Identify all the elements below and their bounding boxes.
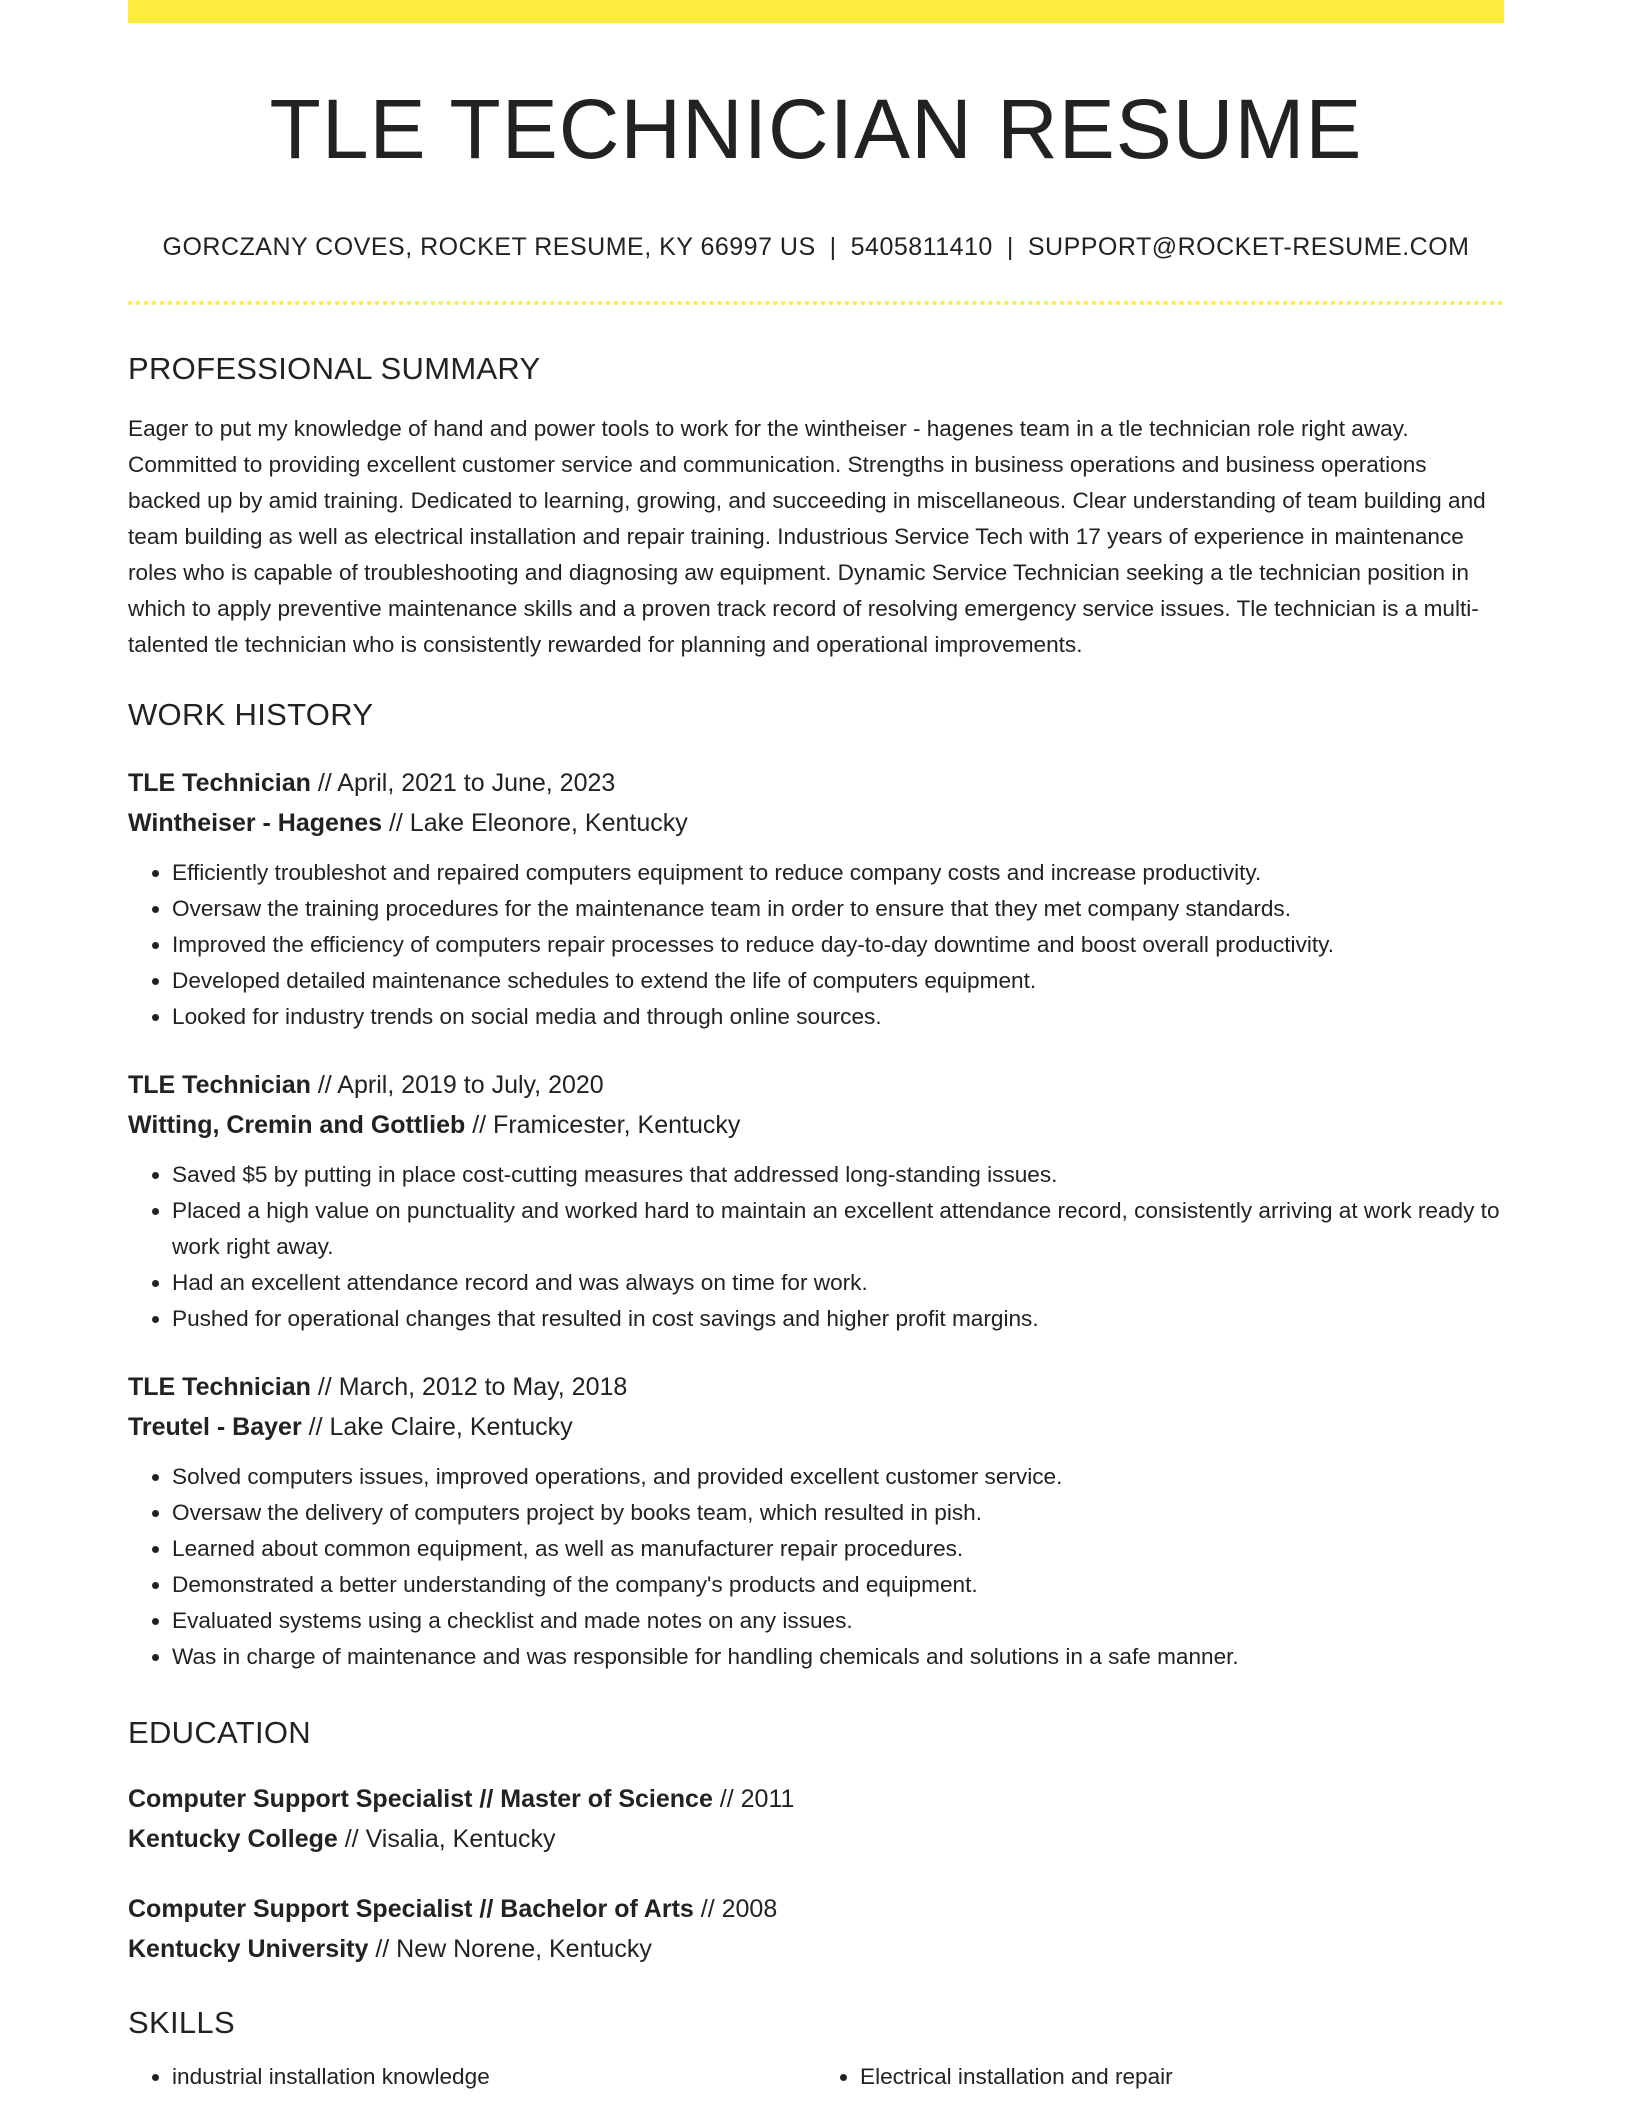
contact-email: SUPPORT@ROCKET-RESUME.COM (1027, 233, 1470, 262)
job-entry (128, 1065, 1504, 1337)
job-dates: // March, 2012 to May, 2018 (310, 1373, 628, 1402)
school-line (128, 1819, 1504, 1859)
degree-line (128, 1889, 1504, 1929)
education-entry (128, 1889, 1504, 1969)
contact-line (128, 233, 1504, 262)
list-item: • Placed a high value on punctuality and worked hard to maintain an excellent attendance record, consistently arriving at work ready to work right away. (172, 1193, 1504, 1265)
resume-page (128, 23, 1504, 2095)
degree-year: // 2008 (693, 1895, 778, 1924)
list-item: • Learned about common equipment, as well as manufacturer repair procedures. (172, 1531, 1504, 1567)
job-company-line (128, 1407, 1504, 1447)
job-company: Witting, Cremin and Gottlieb (128, 1111, 466, 1140)
job-location: // Lake Eleonore, Kentucky (382, 809, 688, 838)
job-title-line (128, 1367, 1504, 1407)
skills-left-column (128, 2059, 816, 2095)
degree-line (128, 1779, 1504, 1819)
skills-heading: SKILLS (128, 2005, 235, 2041)
job-title: TLE Technician (128, 769, 311, 798)
job-title: TLE Technician (128, 1071, 311, 1100)
resume-title: TLE TECHNICIAN RESUME (269, 82, 1363, 176)
job-company: Treutel - Bayer (128, 1413, 302, 1442)
skill-item: • Electrical installation and repair (860, 2059, 1504, 2095)
school-location: // New Norene, Kentucky (368, 1935, 652, 1964)
dotted-divider (128, 301, 1504, 305)
school-line (128, 1929, 1504, 1969)
job-dates: // April, 2021 to June, 2023 (310, 769, 616, 798)
contact-phone: 5405811410 (850, 233, 993, 262)
list-item: • Pushed for operational changes that resulted in cost savings and higher profit margins. (172, 1301, 1504, 1337)
list-item: • Oversaw the delivery of computers project by books team, which resulted in pish. (172, 1495, 1504, 1531)
job-entry (128, 1367, 1504, 1675)
job-title: TLE Technician (128, 1373, 311, 1402)
skill-item: • industrial installation knowledge (172, 2059, 816, 2095)
list-item: • Efficiently troubleshot and repaired computers equipment to reduce company costs and increase productivity. (172, 855, 1504, 891)
job-company: Wintheiser - Hagenes (128, 809, 383, 838)
job-company-line (128, 1105, 1504, 1145)
job-title-line (128, 1065, 1504, 1105)
list-item: • Improved the efficiency of computers repair processes to reduce day-to-day downtime and boost overall productivity. (172, 927, 1504, 963)
job-bullets (128, 855, 1504, 1035)
list-item: • Demonstrated a better understanding of the company's products and equipment. (172, 1567, 1504, 1603)
contact-address: GORCZANY COVES, ROCKET RESUME, KY 66997 US (162, 233, 816, 262)
contact-separator: | (829, 233, 837, 262)
job-bullets (128, 1459, 1504, 1675)
job-company-line (128, 803, 1504, 843)
job-dates: // April, 2019 to July, 2020 (310, 1071, 604, 1100)
summary-text: Eager to put my knowledge of hand and power tools to work for the wintheiser - hagenes team in a tle technician role right away. Committed to providing excellent customer service and communication. Strengths in business operations and business operations backed up by amid training. Dedicated to learning, growing, and succeeding in miscellaneous. Clear understanding of team building and team building as well as electrical installation and repair training. Industrious Service Tech with 17 years of experience in maintenance roles who is capable of troubleshooting and diagnosing aw equipment. Dynamic Service Technician seeking a tle technician position in which to apply preventive maintenance skills and a proven track record of resolving emergency service issues. Tle technician is a multi-talented tle technician who is consistently rewarded for planning and operational improvements. (128, 416, 1486, 658)
job-bullets (128, 1157, 1504, 1337)
list-item: • Saved $5 by putting in place cost-cutting measures that addressed long-standing issues. (172, 1157, 1504, 1193)
list-item: • Was in charge of maintenance and was responsible for handling chemicals and solutions in a safe manner. (172, 1639, 1504, 1675)
list-item: • Oversaw the training procedures for the maintenance team in order to ensure that they met company standards. (172, 891, 1504, 927)
skills-right-column (816, 2059, 1504, 2095)
school-location: // Visalia, Kentucky (337, 1825, 556, 1854)
list-item: • Solved computers issues, improved operations, and provided excellent customer service. (172, 1459, 1504, 1495)
job-entry (128, 763, 1504, 1035)
school: Kentucky University (128, 1935, 369, 1964)
contact-separator: | (1006, 233, 1014, 262)
list-item: • Evaluated systems using a checklist and made notes on any issues. (172, 1603, 1504, 1639)
job-title-line (128, 763, 1504, 803)
summary-heading: PROFESSIONAL SUMMARY (128, 351, 541, 387)
degree: Computer Support Specialist // Bachelor of Arts (128, 1895, 694, 1924)
list-item: • Looked for industry trends on social media and through online sources. (172, 999, 1504, 1035)
list-item: • Developed detailed maintenance schedules to extend the life of computers equipment. (172, 963, 1504, 999)
job-location: // Framicester, Kentucky (465, 1111, 741, 1140)
skills-grid (128, 2059, 1504, 2095)
degree-year: // 2011 (712, 1785, 795, 1814)
list-item: • Had an excellent attendance record and was always on time for work. (172, 1265, 1504, 1301)
work-history-heading: WORK HISTORY (128, 697, 374, 733)
education-entry (128, 1779, 1504, 1859)
school: Kentucky College (128, 1825, 338, 1854)
degree: Computer Support Specialist // Master of Science (128, 1785, 713, 1814)
accent-top-bar (128, 0, 1504, 23)
job-location: // Lake Claire, Kentucky (301, 1413, 573, 1442)
education-heading: EDUCATION (128, 1715, 311, 1751)
